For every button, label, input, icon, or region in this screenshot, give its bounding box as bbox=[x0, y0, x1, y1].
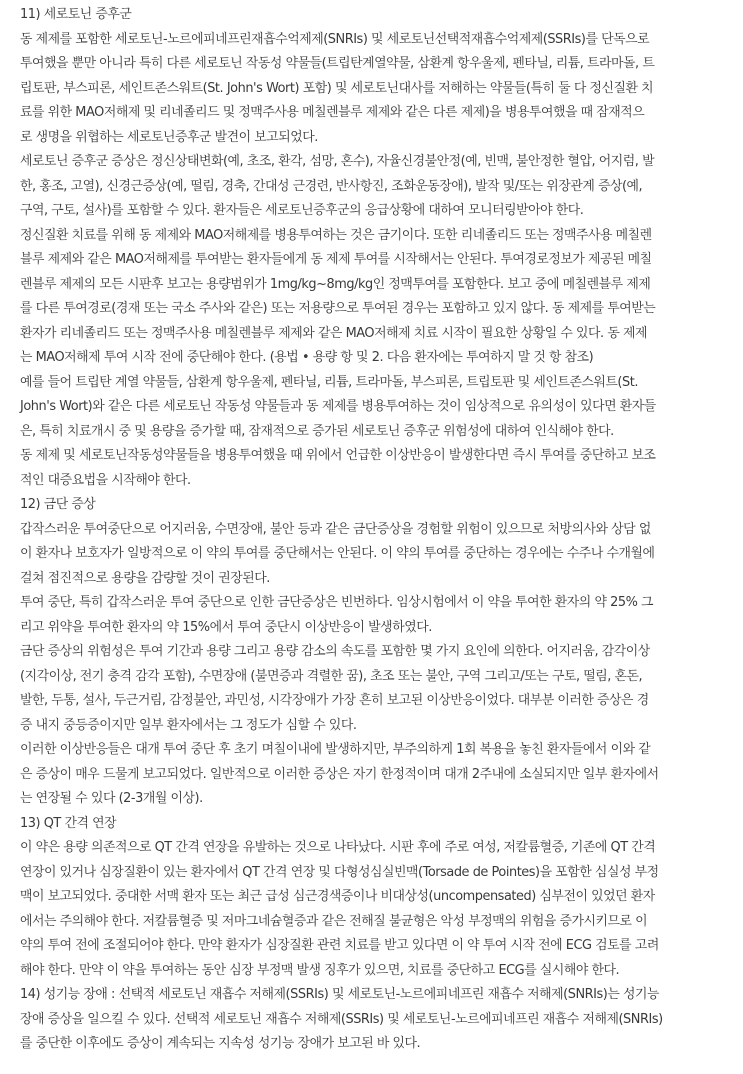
section-heading: 12) 금단 증상 bbox=[20, 497, 96, 512]
section-heading: 14) 성기능 장애 : 선택적 세로토닌 재흡수 저해제(SSRIs) 및 세로토닌-노르에피네프린 재흡수 저해제(SNRIs)는 성기능 bbox=[20, 987, 659, 1002]
section-serotonin-syndrome bbox=[0, 3, 743, 493]
text-line: 렌블루 제제의 모든 시판후 보고는 용량범위가 1mg/kg~8mg/kg인 정맥투여를 포함한다. 보고 중에 메칠렌블루 제제 bbox=[20, 276, 651, 292]
section-qt-prolongation bbox=[0, 812, 743, 984]
text-line: 장애 증상을 일으킬 수 있다. 선택적 세로토닌 재흡수 저해제(SSRIs) 및 세로토닌-노르에피네프린 재흡수 저해제(SNRIs) bbox=[20, 1011, 663, 1027]
text-line: 를 다른 투여경로(경재 또는 국소 주사와 같은) 또는 저용량으로 투여된 경우는 포함하고 있지 않다. 동 제제를 투여받는 bbox=[20, 301, 656, 316]
text-line: 료를 위한 MAO저해제 및 리네졸리드 및 정맥주사용 메칠렌블루 제제와 같은 다른 제제)을 병용투여했을 때 잠재적으 bbox=[20, 105, 645, 120]
text-line: 이 약은 용량 의존적으로 QT 간격 연장을 유발하는 것으로 나타났다. 시판 후에 주로 여성, 저칼륨혈증, 기존에 QT 간격 bbox=[20, 840, 656, 855]
text-line: 맥이 보고되었다. 중대한 서맥 환자 또는 최근 급성 심근경색증이나 비대상성(uncompensated) 심부전이 있었던 환자 bbox=[20, 889, 655, 904]
text-line: 적인 대증요법을 시작해야 한다. bbox=[20, 472, 191, 488]
text-line: 이러한 이상반응들은 대개 투여 중단 후 초기 며칠이내에 발생하지만, 부주의하게 1회 복용을 놓친 환자들에서 이와 같 bbox=[20, 742, 651, 757]
text-line: 에서는 주의해야 한다. 저칼륨혈증 및 저마그네슘혈증과 같은 전해질 불균형은 악성 부정맥의 위험을 증가시키므로 이 bbox=[20, 913, 648, 929]
section-heading: 11) 세로토닌 증후군 bbox=[20, 7, 132, 22]
text-line: 은, 특히 치료개시 중 및 용량을 증가할 때, 잠재적으로 증가된 세로토닌 증후군 위험성에 대하여 인식해야 한다. bbox=[20, 423, 614, 439]
section-sexual-dysfunction bbox=[0, 983, 743, 1057]
text-line: 걸쳐 점진적으로 용량을 감량할 것이 권장된다. bbox=[20, 570, 270, 586]
text-line: 투여했을 뿐만 아니라 특히 다른 세로토닌 작동성 약물들(트립탄계열약물, 삼환계 항우울제, 펜타닐, 리튬, 트라마돌, 트 bbox=[20, 56, 655, 71]
text-line: 예를 들어 트립탄 계열 약물들, 삼환계 항우울제, 펜타닐, 리튬, 트라마돌, 부스피론, 트립토판 및 세인트존스워트(St. bbox=[20, 374, 638, 390]
text-line: 블루 제제와 같은 MAO저해제를 투여받는 환자들에게 동 제제 투여를 시작해서는 안된다. 투여경로정보가 제공된 메칠 bbox=[20, 252, 652, 267]
section-withdrawal-symptoms bbox=[0, 493, 743, 812]
text-line: 증 내지 중등증이지만 일부 환자에서는 그 정도가 심할 수 있다. bbox=[20, 717, 357, 733]
text-line: 리고 위약을 투여한 환자의 약 15%에서 투여 중단시 이상반응이 발생하였다. bbox=[20, 619, 432, 635]
text-line: 투여 중단, 특히 갑작스러운 투여 중단으로 인한 금단증상은 빈번하다. 임상시험에서 이 약을 투여한 환자의 약 25% 그 bbox=[20, 595, 654, 610]
text-line: 발한, 두통, 설사, 두근거림, 감정불안, 과민성, 시각장애가 가장 흔히 보고된 이상반응이었다. 대부분 이러한 증상은 경 bbox=[20, 693, 649, 708]
text-line: 연장이 있거나 심장질환이 있는 환자에서 QT 간격 연장 및 다형성심실빈맥(Torsade de Pointes)을 포함한 심실성 부정 bbox=[20, 864, 659, 880]
text-line: 환자가 리네졸리드 또는 정맥주사용 메칠렌블루 제제와 같은 MAO저해제 치료 시작이 필요한 상황일 수 있다. 동 제제 bbox=[20, 325, 647, 341]
text-line: 한, 홍조, 고열), 신경근증상(예, 떨림, 경축, 간대성 근경련, 반사항진, 조화운동장애), 발작 및/또는 위장관계 증상(예, bbox=[20, 178, 643, 194]
text-line: 갑작스러운 투여중단으로 어지러움, 수면장애, 불안 등과 같은 금단증상을 경험할 위험이 있으므로 처방의사와 상담 없 bbox=[20, 521, 651, 537]
text-line: 금단 증상의 위험성은 투여 기간과 용량 그리고 용량 감소의 속도를 포함한 몇 가지 요인에 의한다. 어지러움, 감각이상 bbox=[20, 644, 650, 659]
text-line: 해야 한다. 만약 이 약을 투여하는 동안 심장 부정맥 발생 징후가 있으면, 치료를 중단하고 ECG를 실시해야 한다. bbox=[20, 962, 620, 978]
text-line: John's Wort)와 같은 다른 세로토닌 작동성 약물들과 동 제제를 병용투여하는 것이 임상적으로 유의성이 있다면 환자들 bbox=[20, 399, 656, 414]
text-line: 약의 투여 전에 조절되어야 한다. 만약 환자가 심장질환 관련 치료를 받고 있다면 이 약 투여 시작 전에 ECG 검토를 고려 bbox=[20, 938, 659, 953]
text-line: 구역, 구토, 설사)를 포함할 수 있다. 환자들은 세로토닌증후군의 응급상황에 대하여 모니터링받아야 한다. bbox=[20, 203, 584, 218]
text-line: 로 생명을 위협하는 세로토닌증후군 발견이 보고되었다. bbox=[20, 129, 318, 145]
text-line: 는 MAO저해제 투여 시작 전에 중단해야 한다. (용법 • 용량 항 및 2. 다음 환자에는 투여하지 말 것 항 참조) bbox=[20, 350, 594, 365]
text-line: 동 제제를 포함한 세로토닌-노르에피네프린재흡수억제제(SNRIs) 및 세로토닌선택적재흡수억제제(SSRIs)를 단독으로 bbox=[20, 31, 650, 47]
text-line: 동 제제 및 세로토닌작동성약물들을 병용투여했을 때 위에서 언급한 이상반응이 발생한다면 즉시 투여를 중단하고 보조 bbox=[20, 448, 656, 463]
text-line: (지각이상, 전기 충격 감각 포함), 수면장애 (불면증과 격렬한 꿈), 초조 또는 불안, 구역 그리고/또는 구토, 떨림, 혼돈, bbox=[20, 668, 643, 684]
text-line: 를 중단한 이후에도 증상이 계속되는 지속성 성기능 장애가 보고된 바 있다. bbox=[20, 1036, 421, 1051]
text-line: 세로토닌 증후군 증상은 정신상태변화(예, 초조, 환각, 섬망, 혼수), 자율신경불안정(예, 빈맥, 불안정한 혈압, 어지럼, 발 bbox=[20, 154, 655, 169]
text-line: 은 증상이 매우 드물게 보고되었다. 일반적으로 이러한 증상은 자기 한정적이며 대개 2주내에 소실되지만 일부 환자에서 bbox=[20, 766, 659, 782]
text-line: 정신질환 치료를 위해 동 제제와 MAO저해제를 병용투여하는 것은 금기이다. 또한 리네졸리드 또는 정맥주사용 메칠렌 bbox=[20, 227, 652, 243]
section-heading: 13) QT 간격 연장 bbox=[20, 815, 117, 831]
text-line: 는 연장될 수 있다 (2-3개월 이상). bbox=[20, 791, 203, 806]
text-line: 립토판, 부스피론, 세인트존스워트(St. John's Wort) 포함) 및 세로토닌대사를 저해하는 약물들(특히 둘 다 정신질환 치 bbox=[20, 80, 654, 96]
text-line: 이 환자나 보호자가 일방적으로 이 약의 투여를 중단해서는 안된다. 이 약의 투여를 중단하는 경우에는 수주나 수개월에 bbox=[20, 546, 655, 561]
